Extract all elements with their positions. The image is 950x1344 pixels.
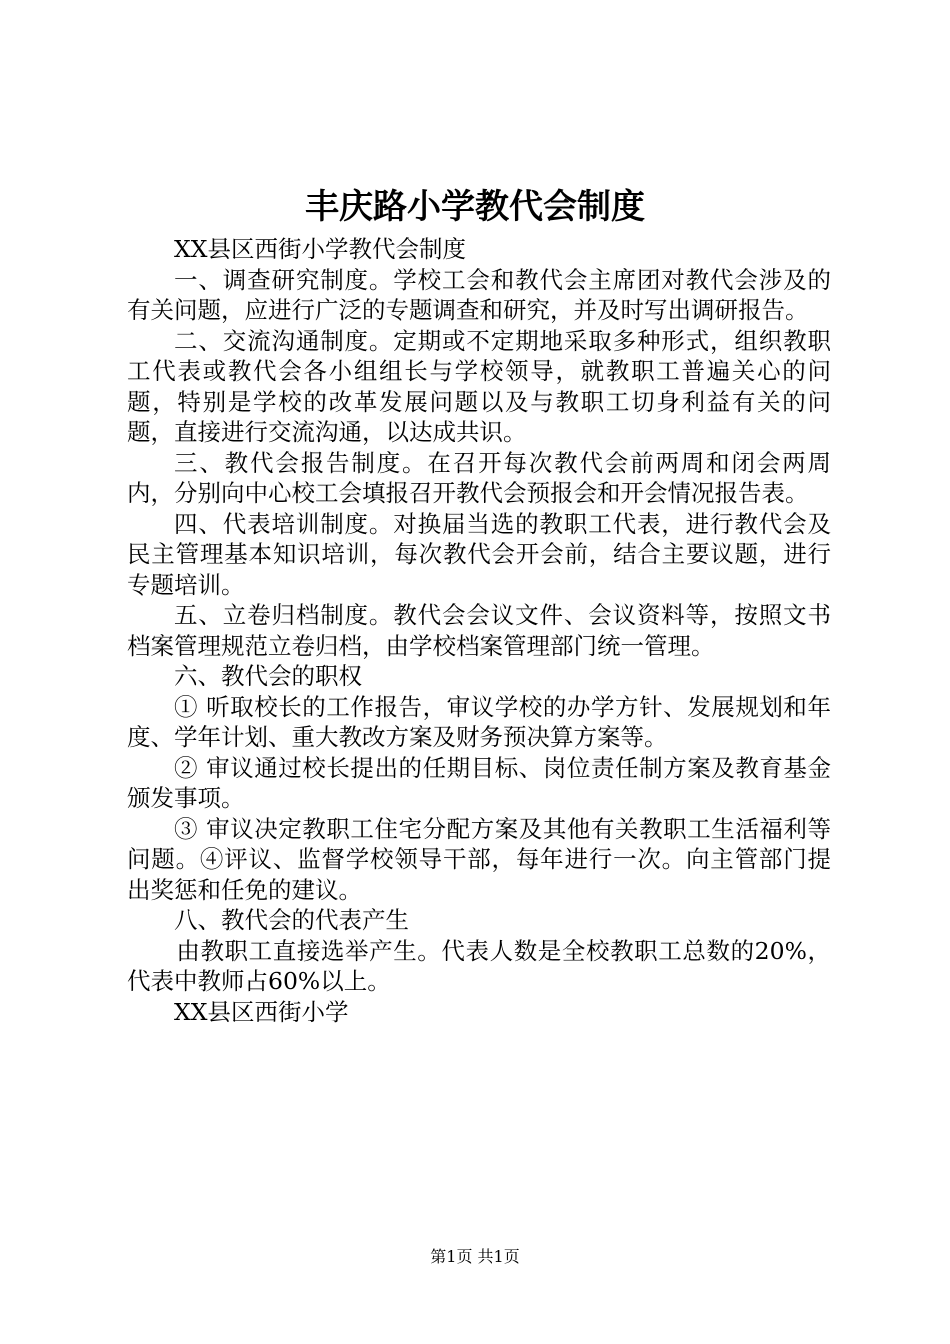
paragraph-training-system: 四、代表培训制度。对换届当选的教职工代表，进行教代会及民主管理基本知识培训，每次教代会开会前，结合主要议题，进行专题培训。	[127, 509, 831, 599]
paragraph-powers-heading: 六、教代会的职权	[174, 662, 362, 690]
paragraph-power-1: ① 听取校长的工作报告，审议学校的办学方针、发展规划和年度、学年计划、重大教改方案及财务预决算方案等。	[127, 692, 831, 751]
paragraph-archive-system: 五、立卷归档制度。教代会会议文件、会议资料等，按照文书档案管理规范立卷归档，由学校档案管理部门统一管理。	[127, 601, 831, 660]
paragraph-communication-system: 二、交流沟通制度。定期或不定期地采取多种形式，组织教职工代表或教代会各小组组长与学校领导，就教职工普遍关心的问题，特别是学校的改革发展问题以及与教职工切身利益有关的问题，直接进行交流沟通，以达成共识。	[127, 326, 831, 446]
paragraph-power-2: ② 审议通过校长提出的任期目标、岗位责任制方案及教育基金颁发事项。	[127, 753, 831, 812]
paragraph-research-system: 一、调查研究制度。学校工会和教代会主席团对教代会涉及的有关问题，应进行广泛的专题调查和研究，并及时写出调研报告。	[127, 265, 831, 324]
page-title: 丰庆路小学教代会制度	[305, 187, 645, 227]
paragraph-power-3: ③ 审议决定教职工住宅分配方案及其他有关教职工生活福利等问题。④评议、监督学校领导干部，每年进行一次。向主管部门提出奖惩和任免的建议。	[127, 814, 831, 904]
paragraph-heading-school: XX县区西街小学教代会制度	[174, 235, 466, 263]
paragraph-signature: XX县区西街小学	[174, 997, 349, 1026]
page-footer: 第1页 共1页	[430, 1247, 520, 1266]
paragraph-delegates-heading: 八、教代会的代表产生	[174, 906, 409, 934]
paragraph-report-system: 三、教代会报告制度。在召开每次教代会前两周和闭会两周内，分别向中心校工会填报召开教代会预报会和开会情况报告表。	[127, 448, 831, 507]
paragraph-delegates-election: 由教职工直接选举产生。代表人数是全校教职工总数的20%，代表中教师占60%以上。	[127, 936, 831, 995]
document-body	[127, 234, 831, 1027]
